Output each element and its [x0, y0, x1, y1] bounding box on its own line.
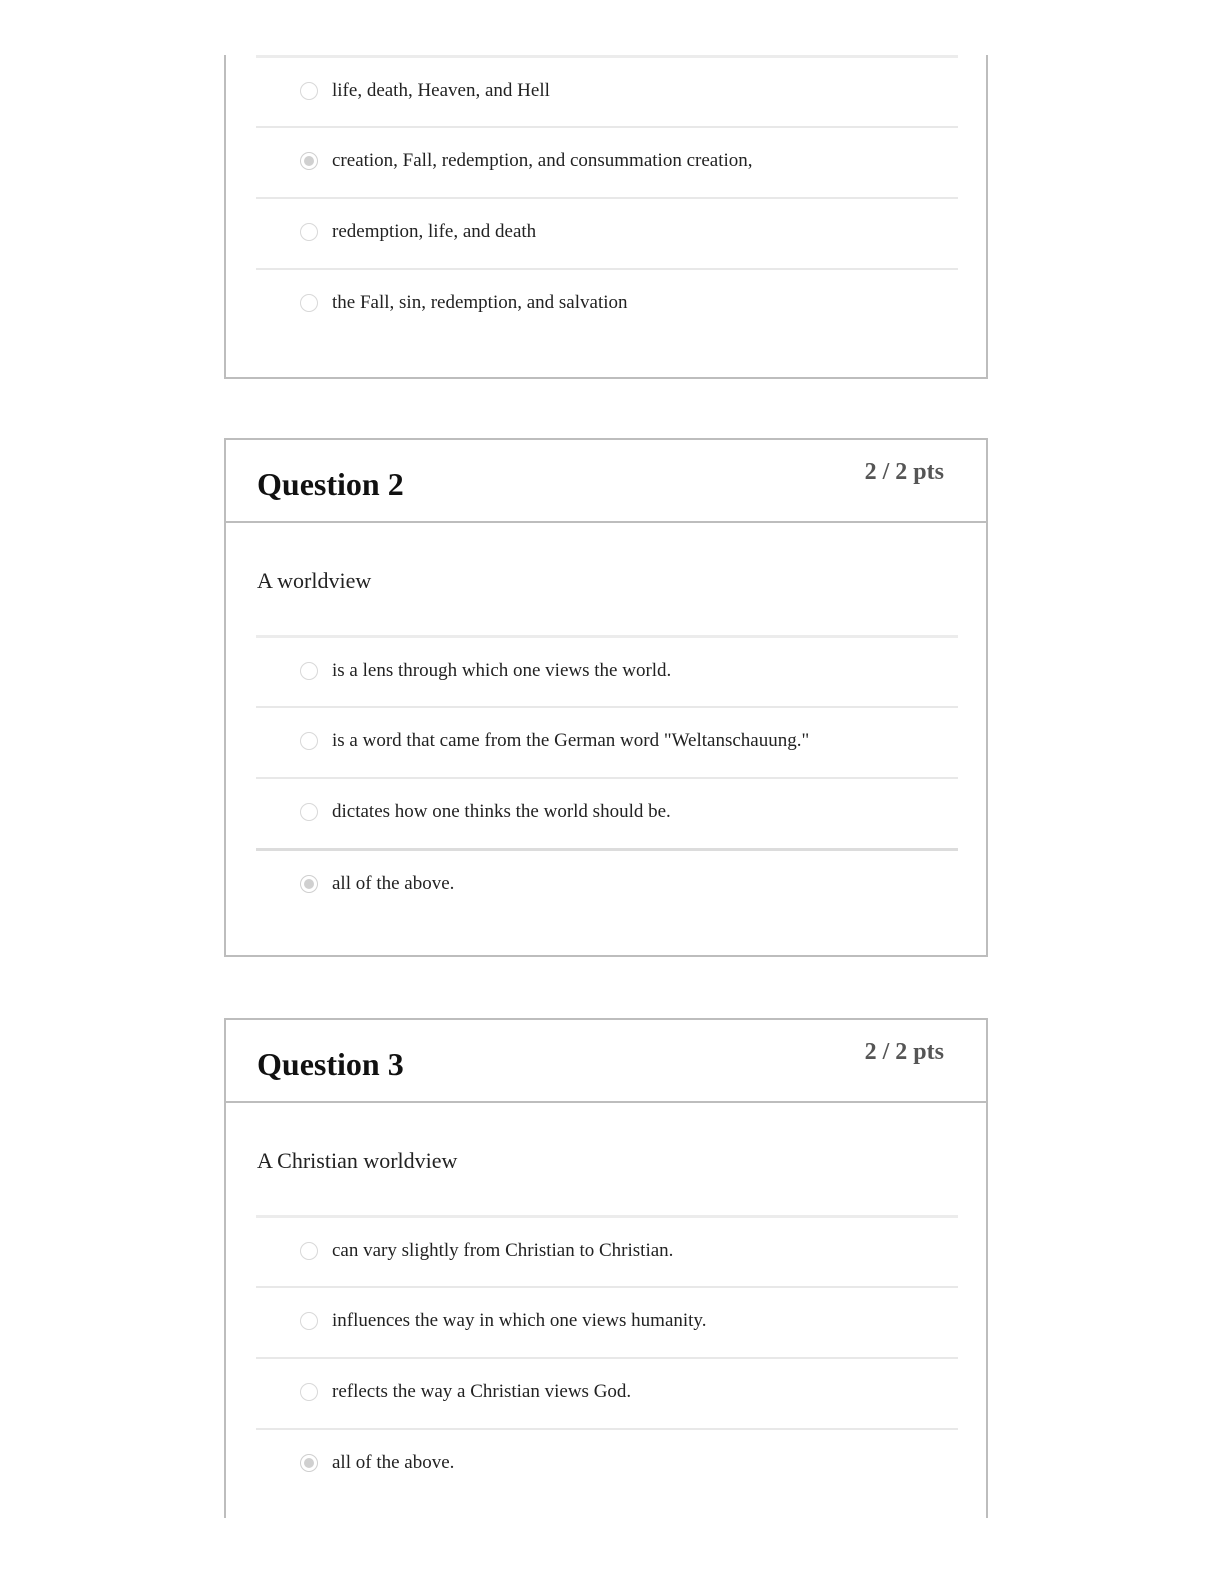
answer-label: reflects the way a Christian views God. — [332, 1381, 632, 1402]
radio-button-icon[interactable] — [300, 1312, 318, 1330]
question-prompt: A Christian worldview — [257, 1148, 458, 1173]
answer-option[interactable] — [256, 777, 958, 848]
answer-label: creation, Fall, redemption, and consummation creation, — [332, 150, 753, 171]
question-points: 2 / 2 pts — [864, 1039, 944, 1065]
question-card-3 — [224, 1018, 988, 1518]
answer-label: is a word that came from the German word "Weltanschauung." — [332, 730, 810, 751]
question-card-1 — [224, 55, 988, 379]
radio-button-icon[interactable] — [300, 1383, 318, 1401]
answer-label: redemption, life, and death — [332, 221, 537, 242]
answer-label: life, death, Heaven, and Hell — [332, 80, 550, 101]
answer-option[interactable] — [256, 197, 958, 268]
answer-label: is a lens through which one views the world. — [332, 660, 672, 681]
answer-option[interactable] — [256, 848, 958, 919]
answer-label: influences the way in which one views humanity. — [332, 1310, 707, 1331]
radio-button-icon[interactable] — [300, 732, 318, 750]
radio-button-selected-icon[interactable] — [300, 152, 318, 170]
radio-button-icon[interactable] — [300, 82, 318, 100]
question-title: Question 2 — [257, 466, 404, 502]
answer-option[interactable] — [256, 55, 958, 126]
question-card-2 — [224, 438, 988, 957]
answer-option[interactable] — [256, 635, 958, 706]
answer-label: dictates how one thinks the world should be. — [332, 801, 671, 822]
answer-option[interactable] — [256, 1215, 958, 1286]
answer-option[interactable] — [256, 126, 958, 197]
answer-label: can vary slightly from Christian to Christian. — [332, 1240, 674, 1261]
answer-label: all of the above. — [332, 873, 455, 894]
radio-button-selected-icon[interactable] — [300, 1454, 318, 1472]
answer-list — [256, 55, 958, 339]
radio-button-icon[interactable] — [300, 803, 318, 821]
answer-list — [256, 1215, 958, 1499]
radio-button-icon[interactable] — [300, 223, 318, 241]
radio-button-icon[interactable] — [300, 294, 318, 312]
radio-button-icon[interactable] — [300, 1242, 318, 1260]
question-prompt: A worldview — [257, 568, 372, 593]
answer-list — [256, 635, 958, 919]
answer-option[interactable] — [256, 1286, 958, 1357]
answer-option[interactable] — [256, 268, 958, 339]
answer-label: all of the above. — [332, 1452, 455, 1473]
question-points: 2 / 2 pts — [864, 459, 944, 485]
answer-option[interactable] — [256, 1357, 958, 1428]
question-header — [226, 1020, 986, 1103]
radio-button-icon[interactable] — [300, 662, 318, 680]
question-header — [226, 440, 986, 523]
answer-option[interactable] — [256, 706, 958, 777]
radio-button-selected-icon[interactable] — [300, 875, 318, 893]
question-title: Question 3 — [257, 1046, 404, 1082]
answer-option[interactable] — [256, 1428, 958, 1499]
answer-label: the Fall, sin, redemption, and salvation — [332, 292, 628, 313]
